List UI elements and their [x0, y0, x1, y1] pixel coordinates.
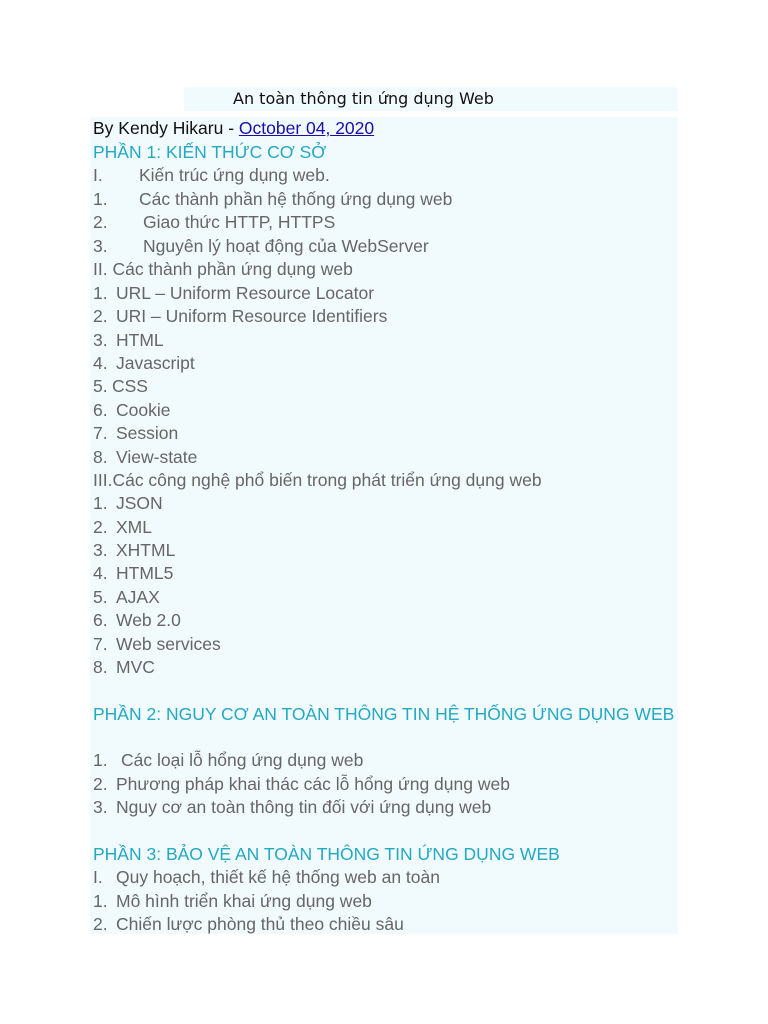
list-text: Javascript	[116, 353, 195, 373]
part1-section2-title: II. Các thành phần ứng dụng web	[93, 259, 353, 279]
list-number: 2.	[93, 517, 108, 537]
list-item	[93, 749, 363, 771]
list-item	[93, 188, 452, 210]
list-item	[93, 305, 387, 327]
list-number: 4.	[93, 353, 108, 373]
list-text: XHTML	[116, 540, 176, 560]
list-text: AJAX	[116, 587, 160, 607]
list-number: I.	[93, 867, 103, 887]
list-item	[93, 235, 429, 257]
list-text: Nguy cơ an toàn thông tin đối với ứng dụng web	[116, 797, 492, 817]
list-text: Nguyên lý hoạt động của WebServer	[143, 236, 429, 256]
list-number: 1.	[93, 283, 108, 303]
list-number: 1.	[93, 750, 108, 770]
list-item	[93, 773, 510, 795]
list-item	[93, 539, 175, 561]
list-text: HTML	[116, 330, 164, 350]
list-text: Chiến lược phòng thủ theo chiều sâu	[116, 914, 404, 934]
list-item	[93, 492, 163, 514]
list-number: 1.	[93, 189, 108, 209]
list-number: 2.	[93, 212, 108, 232]
list-text: JSON	[116, 493, 163, 513]
list-item	[93, 399, 170, 421]
document-title: An toàn thông tin ứng dụng Web	[233, 89, 494, 108]
list-number: 8.	[93, 657, 108, 677]
list-number: 1.	[93, 493, 108, 513]
list-number: 6.	[93, 400, 108, 420]
list-number: 8.	[93, 447, 108, 467]
list-text: Phương pháp khai thác các lỗ hổng ứng dụng web	[116, 774, 510, 794]
part3-section1-title	[93, 866, 440, 888]
list-text: View-state	[116, 447, 198, 467]
list-item	[93, 586, 160, 608]
list-number: 3.	[93, 236, 108, 256]
list-text: URI – Uniform Resource Identifiers	[116, 306, 388, 326]
list-text: XML	[116, 517, 152, 537]
list-text: Giao thức HTTP, HTTPS	[143, 212, 336, 232]
list-item	[93, 913, 404, 935]
author-line	[93, 117, 374, 139]
list-number: 5.	[93, 376, 108, 396]
list-number: 3.	[93, 540, 108, 560]
list-text: Web services	[116, 634, 221, 654]
list-item	[93, 796, 491, 818]
part2-heading: PHẦN 2: NGUY CƠ AN TOÀN THÔNG TIN HỆ THỐNG ỨNG DỤNG WEB	[93, 704, 675, 724]
list-number: 3.	[93, 797, 108, 817]
list-number: 3.	[93, 330, 108, 350]
list-item	[93, 890, 372, 912]
list-number: 7.	[93, 634, 108, 654]
list-item	[93, 375, 148, 397]
list-item	[93, 516, 152, 538]
list-item	[93, 422, 178, 444]
list-text: Quy hoạch, thiết kế hệ thống web an toàn	[116, 867, 440, 887]
list-item	[93, 446, 197, 468]
list-number: 5.	[93, 587, 108, 607]
part1-section1-title	[93, 164, 330, 186]
list-item	[93, 562, 173, 584]
list-number: 1.	[93, 891, 108, 911]
list-number: 2.	[93, 914, 108, 934]
list-number: 6.	[93, 610, 108, 630]
part3-heading: PHẦN 3: BẢO VỆ AN TOÀN THÔNG TIN ỨNG DỤNG WEB	[93, 844, 560, 864]
date-link[interactable]: October 04, 2020	[238, 118, 375, 138]
list-text: Session	[116, 423, 179, 443]
part1-section3-title: III.Các công nghệ phổ biến trong phát triển ứng dụng web	[93, 470, 542, 490]
list-text: Kiến trúc ứng dụng web.	[139, 165, 330, 185]
list-item	[93, 609, 181, 631]
list-number: 7.	[93, 423, 108, 443]
list-text: Mô hình triển khai ứng dụng web	[116, 891, 372, 911]
list-item	[93, 656, 155, 678]
author-prefix: By Kendy Hikaru -	[93, 118, 239, 138]
list-item	[93, 282, 374, 304]
list-number: 2.	[93, 306, 108, 326]
list-text: Cookie	[116, 400, 171, 420]
list-text: CSS	[112, 376, 148, 396]
list-number: I.	[93, 165, 103, 185]
list-number: 4.	[93, 563, 108, 583]
list-text: Web 2.0	[116, 610, 181, 630]
part1-heading: PHẦN 1: KIẾN THỨC CƠ SỞ	[93, 142, 327, 162]
list-text: Các thành phần hệ thống ứng dụng web	[139, 189, 453, 209]
list-number: 2.	[93, 774, 108, 794]
list-item	[93, 329, 164, 351]
list-text: URL – Uniform Resource Locator	[116, 283, 375, 303]
list-item	[93, 352, 195, 374]
list-text: MVC	[116, 657, 155, 677]
list-item	[93, 633, 221, 655]
list-text: Các loại lỗ hổng ứng dụng web	[121, 750, 364, 770]
list-text: HTML5	[116, 563, 174, 583]
list-item	[93, 211, 335, 233]
